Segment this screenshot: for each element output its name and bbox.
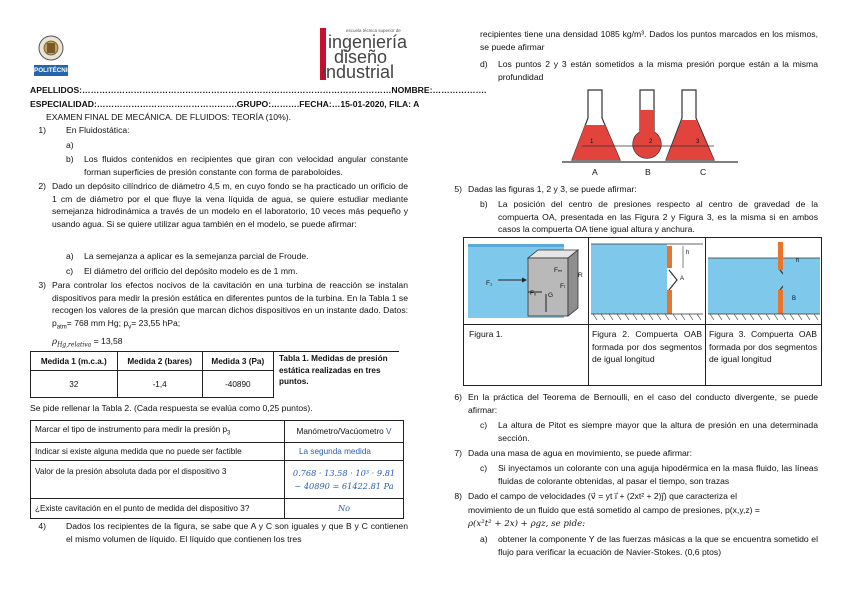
q2-num: 2) (38, 181, 46, 191)
table-1-caption-box (274, 351, 399, 395)
q2-a-label: a) (66, 251, 74, 261)
table-row (31, 461, 404, 499)
logo-line3: industrial (322, 62, 395, 82)
q3-text: Para controlar los efectos nocivos de la cavitación en una turbina de reacción se instalan dispositivos para medir la presión estática en diferentes puntos de la turbina. En la Tabla 1 se recogen los valores de la presión que marcan dichos dispositivos en un instante dado. Datos: $p_{atm}= 768$ mm Hg; $p_v= 23,55$ hPa; (52, 280, 408, 331)
figure-1-caption: Figura 1. (469, 329, 503, 339)
fig1-label: G (548, 292, 554, 299)
table-2-answer: La segunda medida (285, 443, 404, 461)
q2-a-text: La semejanza a aplicar es la semejanza parcial de Froude. (84, 251, 309, 261)
q8-text-1: Dado el campo de velocidades (v⃗ = yt i⃗ + (2xt² + 2)j⃗) que caracteriza el (468, 491, 737, 501)
upm-label: POLITÉCNICA (34, 67, 77, 74)
gate-lower (778, 290, 783, 314)
water-region (591, 244, 667, 314)
figures-grid (463, 237, 822, 386)
table-1-cell: -1,4 (117, 371, 202, 398)
table-row (31, 371, 274, 398)
fig1-label: F₁ (486, 280, 493, 287)
q8-num: 8) (454, 491, 462, 501)
table-2-question: ¿Existe cavitación en el punto de medida del dispositivo 3? (31, 499, 285, 519)
point-label: 2 (649, 139, 653, 145)
q5-b-text: La posición del centro de presiones respecto al centro de gravedad de la compuerta OA, presentada en las Figura 2 y Figura 3, es la misma si en ambos casos la compuerta OA tiene igual altura y anchura. (498, 199, 818, 235)
table-2-answer: No (285, 499, 404, 519)
fill-instruction: Se pide rellenar la Tabla 2. (Cada respuesta se evalúa como 0,25 puntos). (30, 403, 313, 413)
q5-b-label: b) (480, 199, 488, 209)
point-label: 1 (590, 139, 594, 145)
q6-c-label: c) (480, 420, 488, 430)
upm-logo (34, 34, 77, 80)
q4-d-text: Los puntos 2 y 3 están sometidos a la misma presión porque están a la misma profundidad (498, 59, 818, 82)
table-2-answer: Manómetro/Vacúometro V (285, 421, 404, 443)
table-2-question: Marcar el tipo de instrumento para medir la presión $p_3$ (31, 421, 285, 443)
table-2 (30, 420, 404, 519)
fig1-label-r: R (578, 272, 583, 279)
flask-label-b: B (645, 167, 651, 177)
table-2-answer: 0.768 · 13.58 · 10³ · 9.81 − 40890 = 61422.81 Pa (285, 461, 404, 499)
q6-num: 6) (454, 392, 462, 402)
q8-text-3: ρ(x²t² + 2x) + ρgz, se pide: (468, 519, 586, 529)
q4-num: 4) (38, 521, 46, 531)
table-1-header: Medida 2 (bares) (117, 352, 202, 371)
fig2-label-h: h (686, 250, 690, 256)
table-1-cell: 32 (31, 371, 118, 398)
table-row (31, 499, 404, 519)
q4-text: Dados los recipientes de la figura, se sabe que A y C son iguales y que B y C contienen el mismo volumen de líquido. El líquido que contienen los tres (66, 521, 408, 544)
q8-text-2: movimiento de un fluido que está sometido al campo de presiones, p(x,y,z) = (468, 505, 760, 515)
apellidos-line: APELLIDOS:………………………………………………………………………………………………NOMBRE:………………. (30, 85, 487, 95)
flask-label-a: A (592, 167, 598, 177)
q2-c-label: c) (66, 266, 74, 276)
q1-title: En Fluidostática: (66, 125, 130, 135)
q7-text: Dada una masa de agua en movimiento, se puede afirmar: (468, 448, 693, 458)
ground-hatch (593, 314, 701, 320)
fig1-label: Fₗ (560, 283, 566, 290)
q1-b-label: b) (66, 154, 74, 164)
table-2-question: Valor de la presión absoluta dada por el dispositivo 3 (31, 461, 285, 499)
water-right (783, 270, 820, 314)
table-row (31, 352, 274, 371)
logo-small-text: escuela técnica superior de (346, 28, 401, 33)
q6-c-text: La altura de Pitot es siempre mayor que la altura de presión en una determinada sección. (498, 420, 818, 443)
q7-num: 7) (454, 448, 462, 458)
q8-a-text: obtener la componente Y de las fuerzas másicas a la que se encuentra sometido el flujo para verificar la ecuación de Navier-Stokes. (0,6 ptos) (498, 534, 818, 557)
fig3-label-h: h (796, 258, 800, 264)
gate-hinge (669, 270, 677, 290)
logo-line1: ingeniería (328, 32, 408, 52)
flask-label-c: C (700, 167, 707, 177)
table-row (31, 421, 404, 443)
gate-lower (667, 290, 672, 314)
ground-hatch (710, 314, 818, 320)
q8-a-label: a) (480, 534, 488, 544)
table-1-cell: -40890 (202, 371, 273, 398)
fig1-label: Fₓ (530, 290, 537, 297)
gate-upper (667, 246, 672, 268)
water-surface (468, 244, 564, 247)
table-row (31, 443, 404, 461)
fig1-label: Fₘ (554, 267, 563, 274)
q1-num: 1) (38, 125, 46, 135)
q7-c-text: Si inyectamos un colorante con una aguja hipodérmica en la masa fluido, las líneas fluidas de colorante obtenidas, al pasar el tiempo, son trazas (498, 463, 818, 486)
table-1-header: Medida 3 (Pa) (202, 352, 273, 371)
q7-c-label: c) (480, 463, 488, 473)
figure-2-caption: Figura 2. Compuerta OAB formada por dos segmentos de igual longitud (592, 329, 702, 365)
fig2-label-a: A (680, 276, 685, 282)
q1-a-label: a) (66, 140, 74, 150)
q1-b-text: Los fluidos contenidos en recipientes que giran con velocidad angular constante forman superficies de presión constante con forma de paraboloides. (84, 154, 408, 177)
table-1 (30, 351, 274, 398)
exam-title: EXAMEN FINAL DE MECÁNICA. DE FLUIDOS: TEORÍA (10%). (46, 112, 291, 122)
fig3-label-b: B (792, 296, 797, 302)
gate-upper (778, 242, 783, 270)
table-1-header: Medida 1 (m.c.a.) (31, 352, 118, 371)
point-label: 3 (696, 139, 700, 145)
q3-rho: $\rho_{Hg,relativa} = 13,58$ (52, 336, 123, 349)
especialidad-line: ESPECIALIDAD:………………………………………….GRUPO:……….FECHA:…15-01-2020, FILA: A (30, 99, 420, 109)
logo-line2: diseño (334, 47, 388, 67)
q3-num: 3) (38, 280, 46, 290)
etsidi-logo (302, 26, 412, 82)
figure-3-diagram (708, 240, 820, 322)
q4-d-label: d) (480, 59, 488, 69)
q5-text: Dadas las figuras 1, 2 y 3, se puede afirmar: (468, 184, 637, 194)
q5-num: 5) (454, 184, 462, 194)
table-1-caption: Tabla 1. Medidas de presión estática realizadas en tres puntos. (279, 354, 388, 386)
figure-3-caption: Figura 3. Compuerta OAB formada por dos segmentos de igual longitud (709, 329, 817, 365)
block-side (568, 250, 578, 316)
q2-c-text: El diámetro del orificio del depósito modelo es de 1 mm. (84, 266, 298, 276)
q2-text: Dado un depósito cilíndrico de diámetro 4,5 m, en cuyo fondo se ha practicado un orificio de 1 cm de diámetro por el que fluye la vena líquida de agua, se quiere estudiar mediante semejanza hidrodinámica a través de un modelo en el laboratorio, 10 veces más pequeño y usando agua. Si se quiere utilizar agua también en el modelo, se puede afirmar: (52, 181, 408, 229)
q4-continuation: recipientes tiene una densidad 1085 kg/m³. Dados los puntos marcados en los mismos, se puede afirmar (480, 29, 818, 52)
table-2-question: Indicar si existe alguna medida que no puede ser factible (31, 443, 285, 461)
q6-text: En la práctica del Teorema de Bernoulli, en el caso del conducto divergente, se puede afirmar: (468, 392, 818, 415)
